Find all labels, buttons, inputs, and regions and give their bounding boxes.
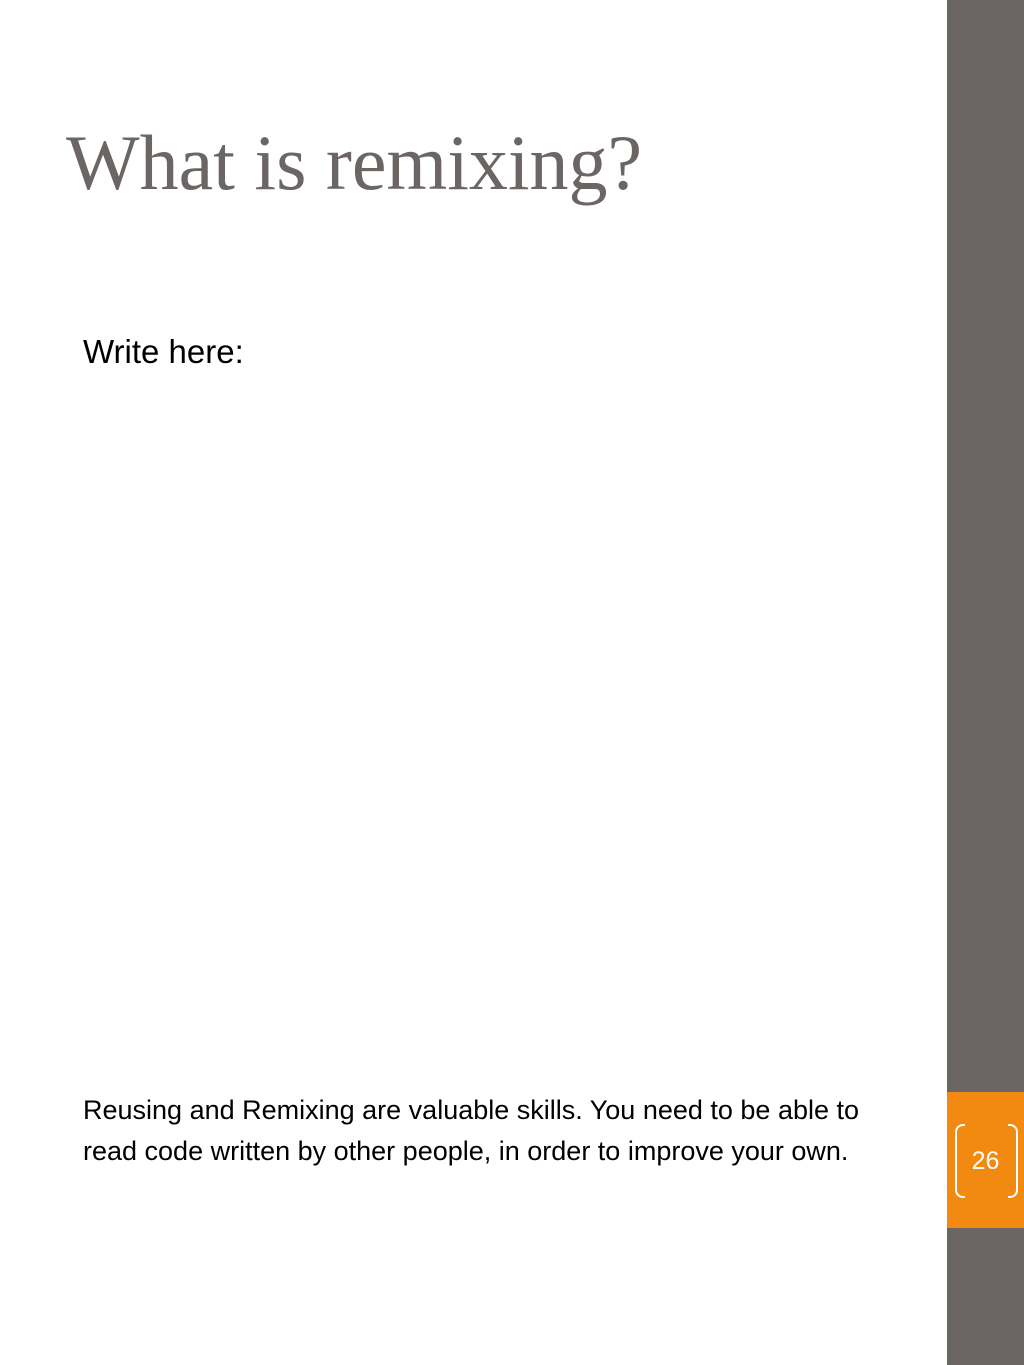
page-number-tab bbox=[947, 1092, 1024, 1228]
page-number: 26 bbox=[971, 1147, 1000, 1175]
right-bracket-icon bbox=[1008, 1124, 1018, 1198]
slide-title: What is remixing? bbox=[66, 119, 643, 206]
write-here-label: Write here: bbox=[83, 333, 244, 370]
slide-note: Reusing and Remixing are valuable skills. You need to be able to read code written by other people, in order to improve your own. bbox=[83, 1095, 860, 1166]
